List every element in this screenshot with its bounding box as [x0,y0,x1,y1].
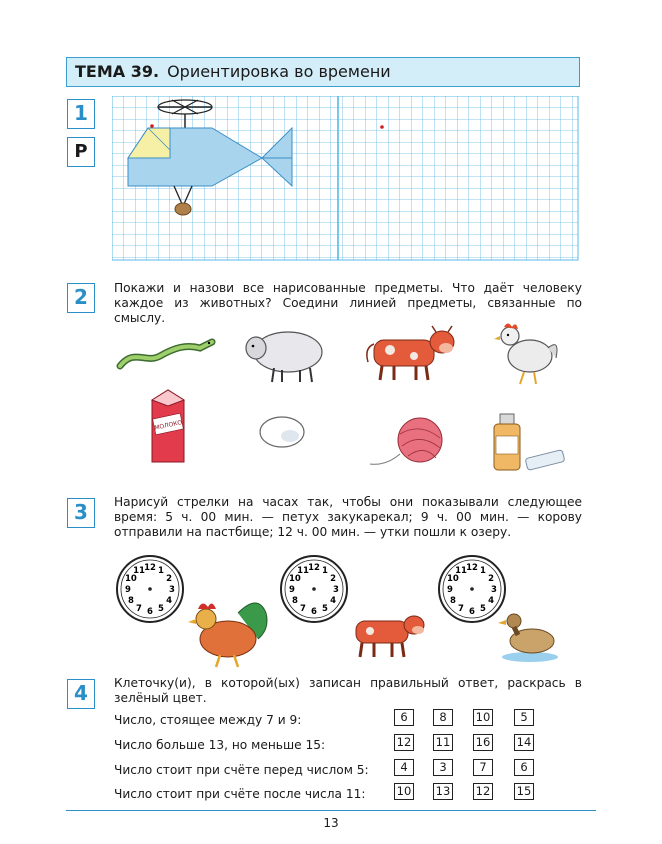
clock-number: 6 [469,607,475,617]
clock-number: 7 [458,604,464,615]
task-1-mark: Р [67,137,95,167]
clock-number: 1 [322,565,328,576]
grid-drawing-area[interactable] [112,96,582,264]
clock-number: 9 [125,585,131,595]
task-3-text: Нарисуй стрелки на часах так, чтобы они показывали следующее время: 5 ч. 00 мин. — петух закукарекал; 9 ч. 00 мин. — корову отправили на пастбище; 12 ч. 00 мин. — утки пошли к озеру. [114,495,582,539]
task-4-text: Клеточку(и), в которой(ых) записан правильный ответ, раскрась в зелёный цвет. [114,676,582,705]
start-dot [380,125,384,129]
clock-number: 11 [455,565,467,576]
clock-number: 7 [300,604,306,615]
medicine-icon[interactable] [490,402,570,474]
clock-number: 2 [488,574,495,584]
answer-cell[interactable]: 13 [433,783,453,800]
clock-number: 11 [133,565,145,576]
answer-cell[interactable]: 14 [514,734,534,751]
answer-cell[interactable]: 15 [514,783,534,800]
answer-cell[interactable]: 10 [394,783,414,800]
page-number: 13 [323,816,339,830]
clock-number: 10 [446,574,459,584]
clock-number: 12 [308,563,320,573]
clock-number: 12 [466,563,478,573]
clock-number: 4 [166,596,173,606]
answer-cell[interactable]: 6 [514,759,534,776]
row-label: Число, стоящее между 7 и 9: [114,713,302,727]
answer-cell[interactable]: 16 [473,734,493,751]
row-label: Число стоит при счёте перед числом 5: [114,763,369,777]
clock-number: 2 [330,574,337,584]
clock-face[interactable] [117,556,183,622]
answer-cell[interactable]: 5 [514,709,534,726]
clock-number: 8 [127,596,134,606]
clock-number: 10 [124,574,137,584]
clock-number: 4 [488,596,495,606]
clock-number: 8 [449,596,456,606]
clock-number: 11 [297,565,309,576]
clock-number: 1 [480,565,486,576]
cow-icon[interactable] [360,322,460,384]
clock-number: 3 [491,585,497,595]
clock-number: 3 [333,585,339,595]
clock-number: 7 [136,604,142,615]
clock-face[interactable] [439,556,505,622]
clock-number: 10 [288,574,301,584]
answer-cell[interactable]: 12 [394,734,414,751]
answer-cell[interactable]: 4 [394,759,414,776]
clock-number: 6 [147,607,153,617]
row-label: Число больше 13, но меньше 15: [114,738,326,752]
duck-icon [498,614,558,662]
topic-title: Ориентировка во времени [167,62,391,81]
clock-number: 5 [158,604,164,615]
clock-number: 3 [169,585,175,595]
clock-number: 2 [166,574,173,584]
cow-small-icon [356,616,424,657]
row-label: Число стоит при счёте после числа 11: [114,787,366,801]
task-1-number: 1 [67,99,95,129]
answer-cell[interactable]: 7 [473,759,493,776]
egg-icon[interactable] [258,414,308,450]
clocks-and-animals [112,555,572,669]
task-4-number: 4 [67,679,95,709]
yarn-ball-icon[interactable] [368,414,452,474]
topic-title-bar [66,57,580,87]
milk-carton-label: МОЛОКО [153,419,183,432]
footer-divider [66,810,596,811]
clock-face[interactable] [281,556,347,622]
answer-cell[interactable]: 8 [433,709,453,726]
clock-number: 6 [311,607,317,617]
answer-cell[interactable]: 6 [394,709,414,726]
clock-number: 5 [480,604,486,615]
clock-number: 9 [289,585,295,595]
clock-number: 12 [144,563,156,573]
rooster-icon [188,603,267,667]
answer-cell[interactable]: 11 [433,734,453,751]
topic-number: ТЕМА 39. [75,62,160,81]
sheep-icon[interactable] [242,326,326,384]
answer-cell[interactable]: 3 [433,759,453,776]
clock-number: 9 [447,585,453,595]
clock-number: 5 [322,604,328,615]
answer-cell[interactable]: 10 [473,709,493,726]
task-3-number: 3 [67,498,95,528]
clock-number: 1 [158,565,164,576]
clock-number: 4 [330,596,337,606]
task-2-number: 2 [67,283,95,313]
milk-carton-icon[interactable] [146,384,190,466]
answer-cell[interactable]: 12 [473,783,493,800]
snake-icon[interactable] [116,330,218,372]
clock-number: 8 [291,596,298,606]
hen-icon[interactable] [492,318,562,388]
task-2-text: Покажи и назови все нарисованные предметы. Что даёт человеку каждое из животных? Соедини линией предметы, связанные по смыслу. [114,281,582,325]
